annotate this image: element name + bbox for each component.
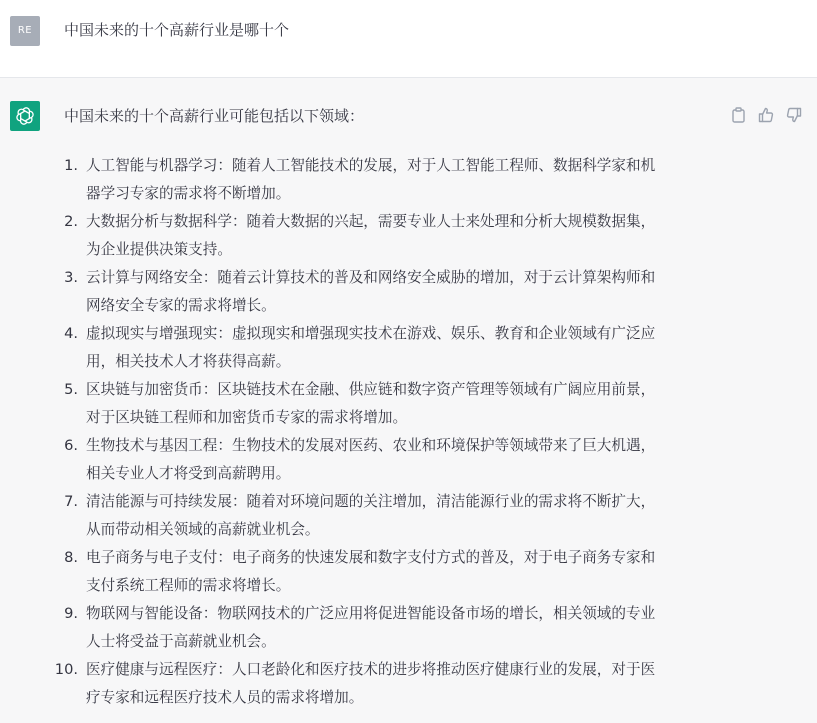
list-item-line: 电子商务与电子支付：电子商务的快速发展和数字支付方式的普及，对于电子商务专家和 [86, 549, 656, 566]
list-item-line: 大数据分析与数据科学：随着大数据的兴起，需要专业人士来处理和分析大规模数据集， [86, 213, 656, 230]
list-number: 9. [64, 605, 78, 622]
list-item-text [86, 544, 726, 600]
list-item-line: 区块链与加密货币：区块链技术在金融、供应链和数字资产管理等领域有广阔应用前景， [86, 381, 656, 398]
list-item-text [86, 488, 726, 544]
thumbs-down-icon[interactable] [785, 106, 803, 124]
list-item-text [86, 208, 726, 264]
list-item [50, 432, 730, 488]
list-item [50, 320, 730, 376]
list-item-line: 为企业提供决策支持。 [86, 241, 232, 258]
list-item-line: 网络安全专家的需求将增长。 [86, 297, 276, 314]
list-number: 6. [64, 437, 78, 454]
list-item [50, 544, 730, 600]
thumbs-up-icon[interactable] [757, 106, 775, 124]
user-question: 中国未来的十个高薪行业是哪十个 [64, 21, 290, 39]
list-item-line: 虚拟现实与增强现实：虚拟现实和增强现实技术在游戏、娱乐、教育和企业领域有广泛应 [86, 325, 656, 342]
list-item [50, 208, 730, 264]
assistant-message-row [0, 78, 817, 723]
list-item [50, 264, 730, 320]
list-item-text [86, 264, 726, 320]
list-item-text [86, 320, 726, 376]
list-item-line: 用，相关技术人才将获得高薪。 [86, 353, 291, 370]
list-item-line: 人士将受益于高薪就业机会。 [86, 633, 276, 650]
list-item-line: 清洁能源与可持续发展：随着对环境问题的关注增加，清洁能源行业的需求将不断扩大， [86, 493, 656, 510]
list-number: 7. [64, 493, 78, 510]
list-item-line: 相关专业人才将受到高薪聘用。 [86, 465, 291, 482]
list-item-text [86, 600, 726, 656]
list-number: 10. [54, 661, 78, 678]
list-number: 5. [64, 381, 78, 398]
list-item-line: 支付系统工程师的需求将增长。 [86, 577, 291, 594]
list-number: 4. [64, 325, 78, 342]
list-item-line: 云计算与网络安全：随着云计算技术的普及和网络安全威胁的增加，对于云计算架构师和 [86, 269, 656, 286]
list-number: 3. [64, 269, 78, 286]
list-item-line: 从而带动相关领域的高薪就业机会。 [86, 521, 320, 538]
list-item-line: 医疗健康与远程医疗：人口老龄化和医疗技术的进步将推动医疗健康行业的发展，对于医 [86, 661, 656, 678]
list-item-line: 对于区块链工程师和加密货币专家的需求将增加。 [86, 409, 408, 426]
list-item-line: 生物技术与基因工程：生物技术的发展对医药、农业和环境保护等领域带来了巨大机遇， [86, 437, 656, 454]
user-avatar: RE [10, 16, 40, 46]
list-item-line: 人工智能与机器学习：随着人工智能技术的发展，对于人工智能工程师、数据科学家和机 [86, 157, 656, 174]
list-number: 8. [64, 549, 78, 566]
list-item-text [86, 432, 726, 488]
list-item [50, 600, 730, 656]
list-item [50, 488, 730, 544]
list-item-text [86, 656, 726, 712]
clipboard-icon[interactable] [729, 106, 747, 124]
list-item [50, 656, 730, 712]
list-item-line: 物联网与智能设备：物联网技术的广泛应用将促进智能设备市场的增长，相关领域的专业 [86, 605, 656, 622]
list-number: 2. [64, 213, 78, 230]
list-item-line: 器学习专家的需求将不断增加。 [86, 185, 291, 202]
list-item-text [86, 376, 726, 432]
user-message-row [0, 0, 817, 78]
list-item-text [86, 152, 726, 208]
list-item-line: 疗专家和远程医疗技术人员的需求将增加。 [86, 689, 364, 706]
assistant-intro: 中国未来的十个高薪行业可能包括以下领域： [64, 107, 365, 125]
list-item [50, 376, 730, 432]
list-item [50, 152, 730, 208]
message-actions [729, 106, 803, 124]
list-number: 1. [64, 157, 78, 174]
industry-list [50, 152, 730, 712]
openai-logo-icon [10, 101, 40, 131]
